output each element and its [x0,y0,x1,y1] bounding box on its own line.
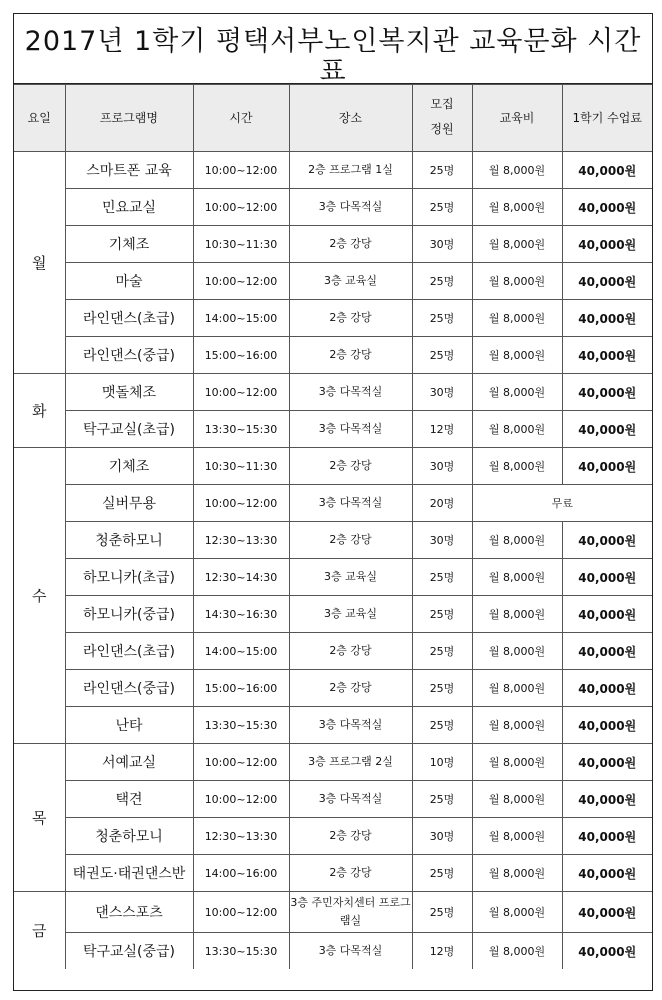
time-cell: 10:00~12:00 [193,892,289,933]
time-cell: 15:00~16:00 [193,337,289,374]
edu-fee-cell: 월 8,000원 [472,226,562,263]
term-fee-cell: 40,000원 [562,892,652,933]
table-row [14,670,652,707]
capacity-cell: 30명 [412,448,472,485]
capacity-cell: 25명 [412,337,472,374]
table-row [14,337,652,374]
place-cell: 2층 강당 [289,448,412,485]
program-cell: 라인댄스(초급) [65,633,193,670]
term-fee-cell: 40,000원 [562,781,652,818]
program-cell: 기체조 [65,448,193,485]
term-fee-cell: 40,000원 [562,374,652,411]
program-cell: 하모니카(중급) [65,596,193,633]
place-cell: 3층 프로그램 2실 [289,744,412,781]
term-fee-cell: 40,000원 [562,448,652,485]
time-cell: 13:30~15:30 [193,707,289,744]
edu-fee-cell: 월 8,000원 [472,337,562,374]
term-fee-cell: 40,000원 [562,189,652,226]
term-fee-cell: 40,000원 [562,744,652,781]
table-row [14,226,652,263]
place-cell: 3층 주민자치센터 프로그램실 [289,892,412,933]
place-cell: 3층 다목적실 [289,411,412,448]
time-cell: 13:30~15:30 [193,933,289,970]
place-cell: 3층 다목적실 [289,485,412,522]
schedule-body [14,152,652,970]
time-cell: 10:00~12:00 [193,744,289,781]
program-cell: 라인댄스(중급) [65,670,193,707]
capacity-cell: 10명 [412,744,472,781]
place-cell: 2층 강당 [289,633,412,670]
fee-free-cell: 무료 [472,485,652,522]
time-cell: 14:00~15:00 [193,300,289,337]
program-cell: 맷돌체조 [65,374,193,411]
time-cell: 10:30~11:30 [193,226,289,263]
capacity-cell: 25명 [412,596,472,633]
header-time: 시간 [193,85,289,152]
program-cell: 하모니카(초급) [65,559,193,596]
edu-fee-cell: 월 8,000원 [472,448,562,485]
time-cell: 14:30~16:30 [193,596,289,633]
capacity-cell: 25명 [412,559,472,596]
time-cell: 13:30~15:30 [193,411,289,448]
capacity-cell: 25명 [412,781,472,818]
table-row [14,189,652,226]
place-cell: 2층 강당 [289,818,412,855]
time-cell: 15:00~16:00 [193,670,289,707]
place-cell: 3층 교육실 [289,596,412,633]
program-cell: 청춘하모니 [65,818,193,855]
program-cell: 스마트폰 교육 [65,152,193,189]
place-cell: 3층 다목적실 [289,374,412,411]
header-capacity [412,85,472,152]
program-cell: 기체조 [65,226,193,263]
table-row [14,781,652,818]
program-cell: 탁구교실(초급) [65,411,193,448]
place-cell: 3층 다목적실 [289,707,412,744]
table-row [14,933,652,970]
time-cell: 10:00~12:00 [193,189,289,226]
table-row [14,522,652,559]
time-cell: 12:30~13:30 [193,522,289,559]
header-row [14,85,652,152]
term-fee-cell: 40,000원 [562,226,652,263]
edu-fee-cell: 월 8,000원 [472,263,562,300]
place-cell: 3층 다목적실 [289,189,412,226]
place-cell: 2층 강당 [289,226,412,263]
edu-fee-cell: 월 8,000원 [472,522,562,559]
edu-fee-cell: 월 8,000원 [472,300,562,337]
edu-fee-cell: 월 8,000원 [472,189,562,226]
place-cell: 3층 교육실 [289,559,412,596]
capacity-cell: 30명 [412,522,472,559]
time-cell: 14:00~16:00 [193,855,289,892]
edu-fee-cell: 월 8,000원 [472,633,562,670]
table-row [14,485,652,522]
edu-fee-cell: 월 8,000원 [472,152,562,189]
term-fee-cell: 40,000원 [562,559,652,596]
term-fee-cell: 40,000원 [562,522,652,559]
table-row [14,633,652,670]
time-cell: 10:00~12:00 [193,263,289,300]
program-cell: 청춘하모니 [65,522,193,559]
term-fee-cell: 40,000원 [562,933,652,970]
day-cell: 월 [14,152,65,374]
time-cell: 14:00~15:00 [193,633,289,670]
place-cell: 3층 다목적실 [289,781,412,818]
table-row [14,818,652,855]
header-program: 프로그램명 [65,85,193,152]
place-cell: 2층 강당 [289,522,412,559]
program-cell: 라인댄스(초급) [65,300,193,337]
time-cell: 10:00~12:00 [193,781,289,818]
place-cell: 3층 다목적실 [289,933,412,970]
term-fee-cell: 40,000원 [562,855,652,892]
table-row [14,411,652,448]
term-fee-cell: 40,000원 [562,337,652,374]
header-capacity-label: 모집 정원 [430,97,454,136]
table-row [14,300,652,337]
program-cell: 마술 [65,263,193,300]
edu-fee-cell: 월 8,000원 [472,559,562,596]
term-fee-cell: 40,000원 [562,300,652,337]
place-cell: 2층 프로그램 1실 [289,152,412,189]
capacity-cell: 25명 [412,300,472,337]
edu-fee-cell: 월 8,000원 [472,596,562,633]
edu-fee-cell: 월 8,000원 [472,411,562,448]
place-cell: 2층 강당 [289,855,412,892]
capacity-cell: 25명 [412,855,472,892]
term-fee-cell: 40,000원 [562,707,652,744]
capacity-cell: 25명 [412,670,472,707]
term-fee-cell: 40,000원 [562,596,652,633]
capacity-cell: 12명 [412,933,472,970]
place-cell: 2층 강당 [289,337,412,374]
edu-fee-cell: 월 8,000원 [472,374,562,411]
edu-fee-cell: 월 8,000원 [472,670,562,707]
time-cell: 12:30~13:30 [193,818,289,855]
header-day: 요일 [14,85,65,152]
term-fee-cell: 40,000원 [562,263,652,300]
day-cell: 수 [14,448,65,744]
program-cell: 서예교실 [65,744,193,781]
program-cell: 태권도·태권댄스반 [65,855,193,892]
day-cell: 목 [14,744,65,892]
capacity-cell: 12명 [412,411,472,448]
edu-fee-cell: 월 8,000원 [472,781,562,818]
capacity-cell: 25명 [412,892,472,933]
time-cell: 10:00~12:00 [193,485,289,522]
term-fee-cell: 40,000원 [562,633,652,670]
table-row [14,855,652,892]
capacity-cell: 30명 [412,818,472,855]
term-fee-cell: 40,000원 [562,411,652,448]
capacity-cell: 20명 [412,485,472,522]
page-title: 2017년 1학기 평택서부노인복지관 교육문화 시간표 [14,14,652,84]
header-edu-fee: 교육비 [472,85,562,152]
place-cell: 3층 교육실 [289,263,412,300]
day-cell: 금 [14,892,65,970]
term-fee-cell: 40,000원 [562,670,652,707]
capacity-cell: 25명 [412,633,472,670]
table-row [14,596,652,633]
place-cell: 2층 강당 [289,300,412,337]
day-cell: 화 [14,374,65,448]
edu-fee-cell: 월 8,000원 [472,707,562,744]
term-fee-cell: 40,000원 [562,818,652,855]
capacity-cell: 25명 [412,152,472,189]
place-cell: 2층 강당 [289,670,412,707]
time-cell: 12:30~14:30 [193,559,289,596]
edu-fee-cell: 월 8,000원 [472,892,562,933]
table-row [14,152,652,189]
time-cell: 10:30~11:30 [193,448,289,485]
capacity-cell: 30명 [412,374,472,411]
table-row [14,448,652,485]
term-fee-cell: 40,000원 [562,152,652,189]
edu-fee-cell: 월 8,000원 [472,933,562,970]
table-row [14,559,652,596]
schedule-table [14,84,652,969]
table-row [14,263,652,300]
program-cell: 탁구교실(중급) [65,933,193,970]
schedule-sheet [13,13,653,991]
capacity-cell: 30명 [412,226,472,263]
edu-fee-cell: 월 8,000원 [472,855,562,892]
time-cell: 10:00~12:00 [193,152,289,189]
program-cell: 택견 [65,781,193,818]
header-term-fee: 1학기 수업료 [562,85,652,152]
program-cell: 민요교실 [65,189,193,226]
program-cell: 댄스스포츠 [65,892,193,933]
table-row [14,707,652,744]
table-row [14,744,652,781]
table-row [14,374,652,411]
capacity-cell: 25명 [412,707,472,744]
table-row [14,892,652,933]
program-cell: 실버무용 [65,485,193,522]
edu-fee-cell: 월 8,000원 [472,818,562,855]
capacity-cell: 25명 [412,263,472,300]
program-cell: 라인댄스(중급) [65,337,193,374]
header-place: 장소 [289,85,412,152]
program-cell: 난타 [65,707,193,744]
capacity-cell: 25명 [412,189,472,226]
time-cell: 10:00~12:00 [193,374,289,411]
edu-fee-cell: 월 8,000원 [472,744,562,781]
